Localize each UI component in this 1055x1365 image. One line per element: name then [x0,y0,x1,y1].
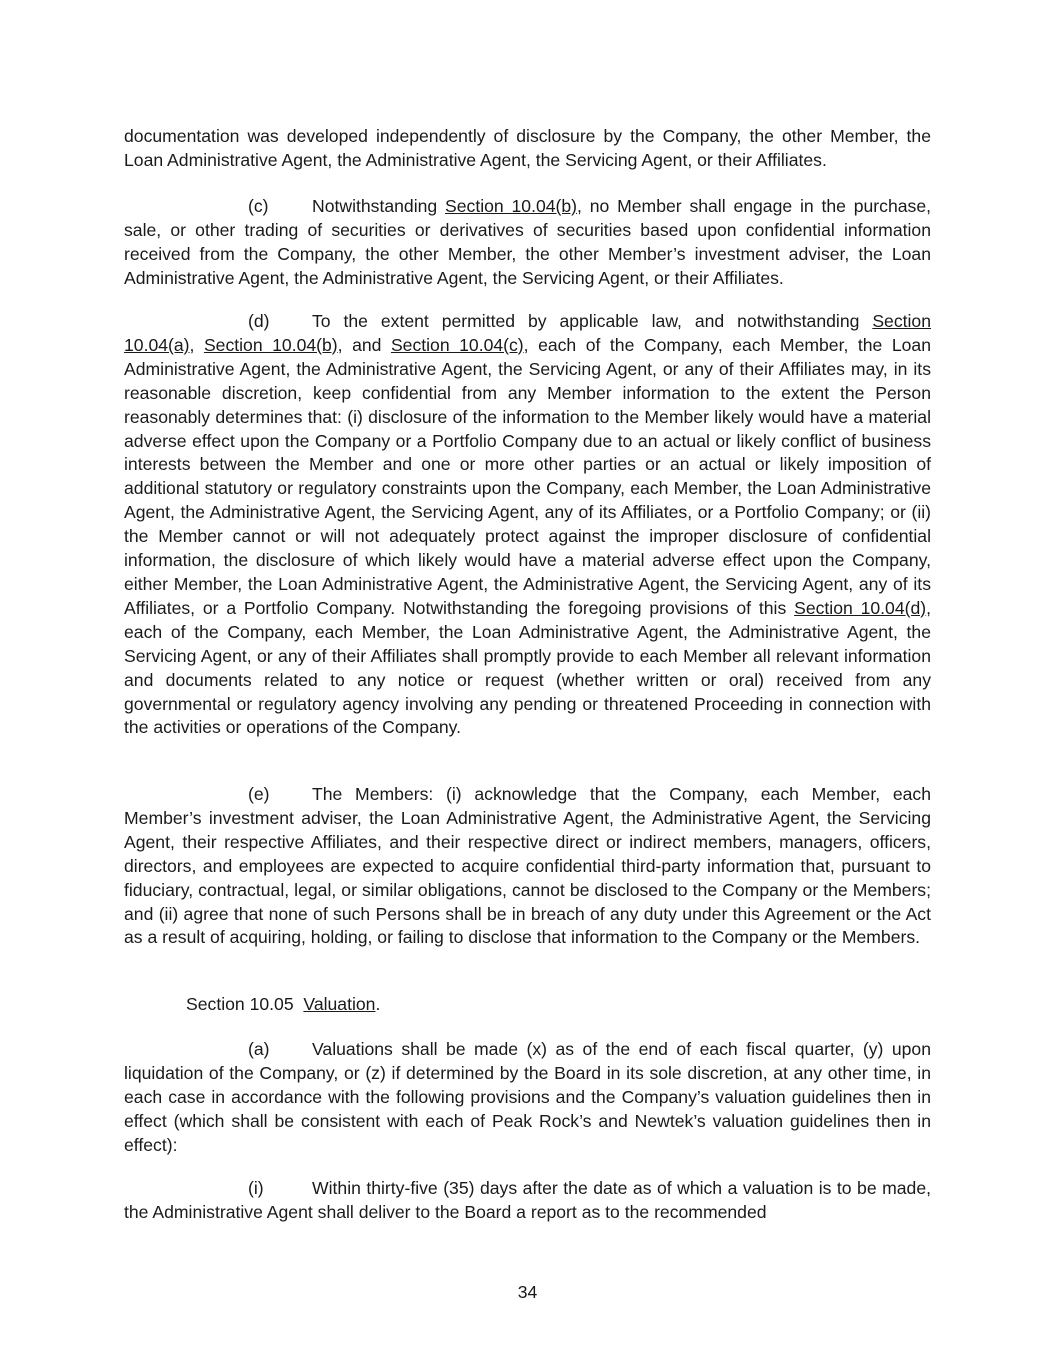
section-reference: Section 10.04(b) [445,196,578,216]
page-number: 34 [517,1282,538,1302]
section-title: Valuation [303,994,376,1014]
section-reference: Section 10.04(c) [390,334,524,355]
section-number: Section 10.05 [186,994,294,1014]
paragraph-c: (c) Notwithstanding Section 10.04(b), no Member shall engage in the purchase, sale, or other trading of securities or derivatives of securities based upon confidential information received from the Company, the other Member, the other Member’s investment adviser, the Loan Administrative Agent, the Administrative Agent, the Servicing Agent, or their Affiliates. [124,196,931,288]
paragraph-e: (e) The Members: (i) acknowledge that the Company, each Member, each Member’s investment adviser, the Loan Administrative Agent, the Administrative Agent, the Servicing Agent, their respective Affiliates, and their respective direct or indirect members, managers, officers, directors, and employees are expected to acquire confidential third-party information that, pursuant to fiduciary, contractual, legal, or similar obligations, cannot be disclosed to the Company or the Members; and (ii) agree that none of such Persons shall be in breach of any duty under this Agreement or the Act as a result of acquiring, holding, or failing to disclose that information to the Company or the Members. [124,784,931,948]
paragraph-continuation: documentation was developed independently of disclosure by the Company, the other Member, the Loan Administrative Agent, the Administrative Agent, the Servicing Agent, or their Affiliates. [124,126,931,170]
paragraph-c-label: (c) [248,196,269,216]
paragraph-a: (a) Valuations shall be made (x) as of the end of each fiscal quarter, (y) upon liquidation of the Company, or (z) if determined by the Board in its sole discretion, at any other time, in each case in accordance with the following provisions and the Company’s valuation guidelines then in effect (which shall be consistent with each of Peak Rock’s and Newtek’s valuation guidelines then in effect): [124,1039,931,1155]
paragraph-i: (i) Within thirty-five (35) days after the date as of which a valuation is to be made, the Administrative Agent shall deliver to the Board a report as to the recommended [124,1178,931,1222]
section-reference: Section 10.04(d) [794,597,927,618]
paragraph-d-label: (d) [248,311,270,331]
paragraph-a-label: (a) [248,1039,270,1059]
paragraph-d: (d) To the extent permitted by applicable law, and notwithstanding Section 10.04(a), Section 10.04(b), and Section 10.04(c), each of the Company, each Member, the Loan Administrative Agent, the Administrative Agent, the Servicing Agent, or any of their Affiliates may, in its reasonable discretion, keep confidential from any Member information to the extent the Person reasonably determines that: (i) disclosure of the information to the Member likely would have a material adverse effect upon the Company or a Portfolio Company due to an actual or likely conflict of business interests between the Member and one or more other parties or an actual or likely imposition of additional statutory or regulatory constraints upon the Company, each Member, the Loan Administrative Agent, the Administrative Agent, the Servicing Agent, any of its Affiliates, or a Portfolio Company; or (ii) the Member cannot or will not adequately protect against the improper disclosure of confidential information, the disclosure of which likely would have a material adverse effect upon the Company, either Member, the Loan Administrative Agent, the Administrative Agent, the Servicing Agent, any of its Affiliates, or a Portfolio Company. Notwithstanding the foregoing provisions of this Section 10.04(d), each of the Company, each Member, the Loan Administrative Agent, the Administrative Agent, the Servicing Agent, or any of their Affiliates shall promptly provide to each Member all relevant information and documents related to any notice or request (whether written or oral) received from any governmental or regulatory agency involving any pending or threatened Proceeding in connection with the activities or operations of the Company. [124,311,931,738]
paragraph-e-label: (e) [248,784,270,804]
paragraph-i-label: (i) [248,1178,264,1198]
section-heading: Section 10.05 Valuation. [186,994,381,1014]
section-reference: Section 10.04(b) [203,334,338,355]
section-reference: Section 10.04(a) [124,311,931,355]
